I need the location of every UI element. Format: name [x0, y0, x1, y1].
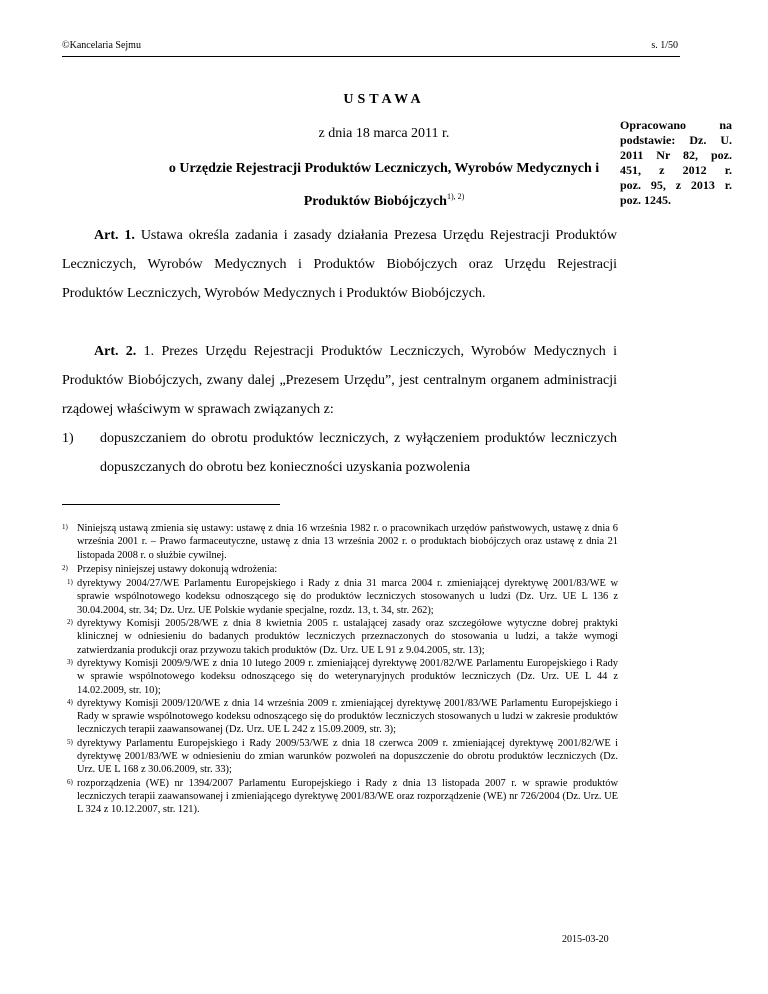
act-title-line2: Produktów Biobójczych [303, 194, 447, 209]
footnote-text: Niniejszą ustawą zmienia się ustawy: ustawę z dnia 16 września 1982 r. o pracownikach urzędów państwowych, ustawę z dnia 6 września 2001 r. – Prawo farmaceutyczne, ustawę z dnia 13 września 2002 r. o produktach biobójczych oraz ustawę z dnia 21 listopada 2008 r. o służbie cywilnej. [77, 523, 618, 561]
footnote-item-text: dyrektywy 2004/27/WE Parlamentu Europejskiego i Rady z dnia 31 marca 2004 r. zmieniającej dyrektywę 2001/83/WE w sprawie wspólnotowego kodeksu odnoszącego się do produktów leczniczych stosowanych u ludzi (Dz. Urz. UE L 136 z 30.04.2004, str. 34; Dz. Urz. UE Polskie wydanie specjalne, rozdz. 13, t. 34, str. 262); [77, 578, 618, 616]
header-page-number: s. 1/50 [651, 40, 678, 51]
item-number: 1) [62, 431, 74, 446]
article-1 [62, 221, 617, 308]
footnote-mark: 1) [62, 523, 68, 531]
footnote-rule [62, 504, 280, 505]
document-title: USTAWA [343, 92, 425, 107]
footnote-text: Przepisy niniejszej ustawy dokonują wdrożenia: [77, 563, 278, 575]
footnote-2-item [67, 737, 618, 777]
footnote-item-mark: 1) [67, 578, 73, 587]
footnote-item-mark: 5) [67, 737, 73, 746]
footnote-item-text: dyrektywy Parlamentu Europejskiego i Rady 2009/53/WE z dnia 18 czerwca 2009 r. zmieniającej dyrektywę 2001/82/WE i dyrektywę 2001/83/WE w odniesieniu do zmian warunków pozwoleń na dopuszczenie do obrotu produktów leczniczych (Dz. Urz. UE L 168 z 30.06.2009, str. 33); [77, 737, 618, 776]
article-1-text: Ustawa określa zadania i zasady działania Prezesa Urzędu Rejestracji Produktów Leczniczych, Wyrobów Medycznych i Produktów Biobójczych oraz Urzędu Rejestracji Produktów Leczniczych, Wyrobów Medycznych i Produktów Biobójczych. [62, 228, 617, 301]
act-title-line1: o Urzędzie Rejestracji Produktów Leczniczych, Wyrobów Medycznych i [168, 161, 600, 176]
footnote-2-item [67, 577, 618, 617]
side-note-line: poz. 95, z 2013 r. [620, 178, 732, 192]
footnote-2-item [67, 617, 618, 657]
side-note-line: podstawie: Dz. U. [620, 133, 732, 147]
footnote-item-mark: 6) [67, 777, 73, 786]
footnote-2-item [67, 777, 618, 817]
article-2-text: 1. Prezes Urzędu Rejestracji Produktów Leczniczych, Wyrobów Medycznych i Produktów Biobójczych, zwany dalej „Prezesem Urzędu”, jest centralnym organem administracji rządowej właściwym w sprawach związanych z: [62, 344, 617, 417]
header-rule [62, 56, 680, 57]
footnote-mark: 2) [62, 563, 68, 572]
article-2-item-1 [62, 424, 617, 482]
footnote-item-text: dyrektywy Komisji 2009/9/WE z dnia 10 lutego 2009 r. zmieniającej dyrektywę 2001/82/WE Parlamentu Europejskiego i Rady w sprawie wspólnotowego kodeksu odnoszącego się do weterynaryjnych produktów leczniczych (Dz. Urz. UE L 44 z 14.02.2009, str. 10); [77, 657, 618, 696]
act-title-footnote-refs: 1), 2) [446, 192, 465, 201]
footnote-item-mark: 3) [67, 657, 73, 666]
footnote-item-text: dyrektywy Komisji 2005/28/WE z dnia 8 kwietnia 2005 r. ustalającej zasady oraz szczegółowe wytyczne dobrej praktyki klinicznej w odniesieniu do badanych produktów leczniczych przeznaczonych do stosowania u ludzi, a także wymogi zatwierdzania produkcji oraz przywozu takich produktów (Dz. Urz. UE L 91 z 9.04.2005, str. 13); [77, 618, 618, 656]
document-date: z dnia 18 marca 2011 r. [318, 126, 450, 141]
footnote-item-text: rozporządzenia (WE) nr 1394/2007 Parlamentu Europejskiego i Rady z dnia 13 listopada 2007 r. w sprawie produktów leczniczych terapii zaawansowanej i zmieniającego dyrektywę 2001/83/WE oraz rozporządzenie (WE) nr 726/2004 (Dz. Urz. UE L 324 z 10.12.2007, str. 121). [77, 777, 618, 816]
footnote-item-text: dyrektywy Komisji 2009/120/WE z dnia 14 września 2009 r. zmieniającej dyrektywę 2001/83/WE Parlamentu Europejskiego i Rady w sprawie wspólnotowego kodeksu odnoszącego się do produktów leczniczych stosowanych u ludzi w zakresie produktów leczniczych terapii zaawansowanej (Dz. Urz. UE L 242 z 15.09.2009, str. 3); [77, 697, 618, 736]
side-note-line: 451, z 2012 r. [620, 163, 732, 177]
side-note [620, 118, 732, 208]
side-note-line: 2011 Nr 82, poz. [620, 148, 732, 162]
article-1-label: Art. 1. [94, 228, 135, 243]
header-publisher: ©Kancelaria Sejmu [62, 40, 141, 51]
side-note-line: poz. 1245. [620, 193, 671, 207]
footnote-2-item [67, 697, 618, 737]
footnote-1 [62, 522, 618, 562]
side-note-line: Opracowano na [620, 118, 732, 132]
footnote-2-item [67, 657, 618, 697]
footnote-item-mark: 2) [67, 618, 73, 627]
footer-date: 2015-03-20 [562, 934, 609, 945]
footnotes [62, 522, 618, 817]
footnote-2 [62, 563, 618, 576]
article-2-label: Art. 2. [94, 344, 137, 359]
item-text: dopuszczaniem do obrotu produktów leczniczych, z wyłączeniem produktów leczniczych dopuszczanych do obrotu bez konieczności uzyskania pozwolenia [100, 431, 617, 475]
article-2 [62, 337, 617, 482]
footnote-item-mark: 4) [67, 697, 73, 706]
